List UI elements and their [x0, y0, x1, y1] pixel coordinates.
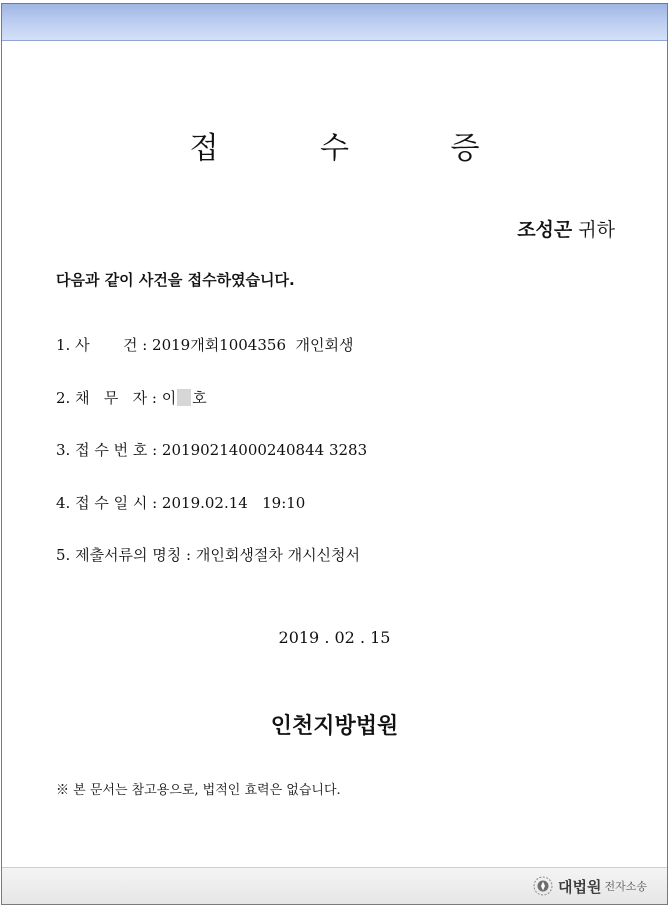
logo-sub-text: 전자소송: [604, 880, 647, 893]
receipt-document: [2, 41, 667, 867]
recipient-name: 조성곤: [517, 219, 573, 241]
footer-bar: [2, 867, 667, 904]
issue-date: 2019 . 02 . 15: [278, 628, 391, 647]
intro-text: 다음과 같이 사건을 접수하였습니다.: [56, 271, 295, 289]
debtor-suffix: 호: [192, 389, 207, 407]
field-case: 1. 사 건 : 2019개회1004356 개인회생: [56, 336, 354, 354]
logo-main-text: 대법원: [558, 877, 602, 896]
field-receipt-number: 3. 접 수 번 호 : 20190214000240844 3283: [56, 441, 368, 459]
top-bar: [2, 4, 667, 41]
document-title: 접 수 증: [189, 131, 526, 166]
field-document-name: 5. 제출서류의 명칭 : 개인회생절차 개시신청서: [56, 546, 361, 564]
field-receipt-datetime: 4. 접 수 일 시 : 2019.02.14 19:10: [56, 494, 306, 512]
debtor-label: 2. 채 무 자 : 이: [56, 389, 177, 407]
field-debtor: [56, 387, 207, 408]
document-window: [1, 3, 668, 905]
disclaimer-note: ※ 본 문서는 참고용으로, 법적인 효력은 없습니다.: [56, 783, 341, 798]
redaction-box: [177, 389, 191, 406]
court-name: 인천지방법원: [270, 714, 399, 739]
recipient-suffix: 귀하: [572, 219, 615, 241]
ecourt-logo: [532, 875, 647, 897]
recipient: [517, 215, 615, 242]
supreme-court-emblem-icon: [532, 875, 554, 897]
